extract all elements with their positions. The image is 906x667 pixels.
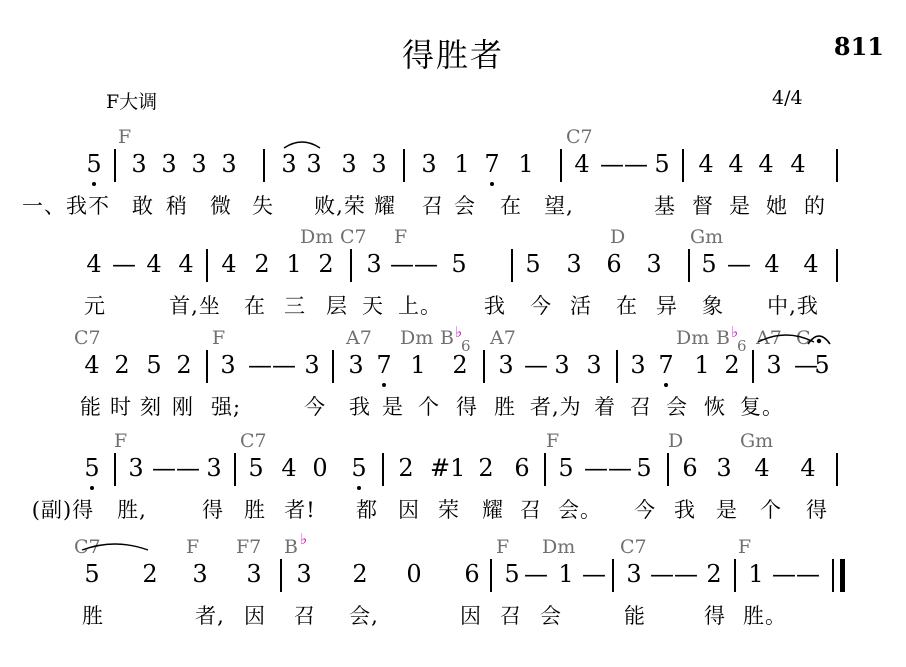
- barline: [544, 453, 546, 486]
- key-signature: F大调: [106, 91, 158, 113]
- note: —: [112, 250, 136, 278]
- chord-symbol: C7: [74, 327, 101, 349]
- lyric: 能: [80, 395, 102, 419]
- chord-row: [0, 126, 906, 148]
- lyric: 元: [84, 294, 106, 318]
- lyric: 者,: [195, 604, 225, 628]
- lyric: 会: [666, 395, 688, 419]
- note: ——: [584, 454, 632, 482]
- lyric: 的: [804, 194, 826, 218]
- note: #1: [430, 454, 466, 482]
- barline: [616, 350, 618, 383]
- note: 5: [654, 150, 670, 178]
- lyric: 都: [356, 498, 378, 522]
- lyric: 召: [630, 395, 652, 419]
- lyric: 不: [88, 194, 110, 218]
- barline: [836, 453, 838, 486]
- note: 1: [454, 150, 470, 178]
- chord-extension: 6: [737, 337, 747, 355]
- lyric: 因: [244, 604, 266, 628]
- note: 5: [86, 150, 102, 178]
- note: 2: [724, 351, 740, 379]
- chord-extension: 6: [461, 337, 471, 355]
- lyric: 能: [624, 604, 646, 628]
- lyric: 微: [210, 194, 232, 218]
- chord-symbol: F: [496, 536, 510, 558]
- lyric: 得: [704, 604, 726, 628]
- note: 2: [478, 454, 494, 482]
- note: 4: [281, 454, 297, 482]
- lyric: 她: [766, 194, 788, 218]
- chord-symbol: B: [284, 536, 298, 558]
- lyric: 督: [692, 194, 714, 218]
- note: 3: [304, 351, 320, 379]
- lyric: 胜: [494, 395, 516, 419]
- barline: [382, 453, 384, 486]
- lyric: 个: [418, 395, 440, 419]
- note: 4: [764, 250, 780, 278]
- note: 2: [142, 560, 158, 588]
- barline: [836, 149, 838, 182]
- lyric: 我: [349, 395, 371, 419]
- lyric: 胜。: [743, 604, 787, 628]
- note: 3: [348, 351, 364, 379]
- note: 5: [451, 250, 467, 278]
- note-row: [0, 453, 906, 495]
- note: 3: [630, 351, 646, 379]
- note: 5: [84, 454, 100, 482]
- note: 4: [86, 250, 102, 278]
- lyric: 召: [520, 498, 542, 522]
- lyric: 我: [484, 294, 506, 318]
- lyric: 首,坐: [169, 294, 221, 318]
- lyric: 在: [244, 294, 266, 318]
- chord-symbol: C7: [620, 536, 647, 558]
- lyric: 今: [530, 294, 552, 318]
- chord-symbol: F: [394, 226, 408, 248]
- lyric-row: [0, 494, 906, 524]
- chord-symbol: D: [610, 226, 626, 248]
- lyric: 上。: [398, 294, 442, 318]
- lyric: 天: [362, 294, 384, 318]
- lyric-row: [0, 290, 906, 320]
- lyric: 败,荣: [314, 194, 366, 218]
- note: 7: [376, 351, 392, 379]
- note: 5: [636, 454, 652, 482]
- note: 3: [626, 560, 642, 588]
- note: ——: [152, 454, 200, 482]
- note: 3: [554, 351, 570, 379]
- chord-symbol: D: [668, 430, 684, 452]
- lyric: 敢: [132, 194, 154, 218]
- note: 6: [514, 454, 530, 482]
- barline: [206, 249, 208, 282]
- octave-dot: [92, 182, 96, 186]
- note: 4: [178, 250, 194, 278]
- lyric: 会: [454, 194, 476, 218]
- flat-icon: ♭: [455, 323, 463, 341]
- barline: [206, 350, 208, 383]
- barline: [688, 249, 690, 282]
- note: 5: [701, 250, 717, 278]
- chord-symbol: F: [118, 126, 132, 148]
- chord-symbol: Dm: [676, 327, 710, 349]
- barline: [682, 149, 684, 182]
- note: 3: [221, 150, 237, 178]
- note: 3: [366, 250, 382, 278]
- chord-symbol: Dm: [542, 536, 576, 558]
- lyric: 是: [729, 194, 751, 218]
- lyric: 复。: [740, 395, 784, 419]
- lyric: 异: [656, 294, 678, 318]
- chord-symbol: F: [212, 327, 226, 349]
- chord-symbol: C: [796, 327, 811, 349]
- octave-dot: [664, 383, 668, 387]
- note: —: [524, 351, 548, 379]
- note: —: [582, 560, 606, 588]
- note-row: [0, 559, 906, 601]
- note: 4: [790, 150, 806, 178]
- flat-icon: ♭: [731, 323, 739, 341]
- note: 2: [452, 351, 468, 379]
- note: 4: [146, 250, 162, 278]
- lyric: 望,: [544, 194, 574, 218]
- note: 1: [558, 560, 574, 588]
- chord-symbol: Dm: [400, 327, 434, 349]
- lyric: 刻: [140, 395, 162, 419]
- barline: [280, 559, 282, 592]
- lyric: 胜: [244, 498, 266, 522]
- chord-row: [0, 226, 906, 248]
- chord-symbol: Dm: [300, 226, 334, 248]
- octave-dot: [90, 486, 94, 490]
- note: 4: [698, 150, 714, 178]
- lyric: 胜: [82, 604, 104, 628]
- note: 1: [694, 351, 710, 379]
- tie-arc: [282, 138, 322, 150]
- note: 3: [131, 150, 147, 178]
- lyric: 召: [500, 604, 522, 628]
- note: 3: [192, 560, 208, 588]
- barline: [114, 453, 116, 486]
- lyric-row: [0, 391, 906, 421]
- lyric: 恢: [704, 395, 726, 419]
- chord-symbol: A7: [346, 327, 372, 349]
- note: 7: [484, 150, 500, 178]
- note: 3: [586, 351, 602, 379]
- chord-symbol: B: [716, 327, 730, 349]
- barline: [403, 149, 405, 182]
- chord-symbol: C7: [74, 536, 101, 558]
- note: 7: [658, 351, 674, 379]
- barline: [560, 149, 562, 182]
- lyric: 荣: [438, 498, 460, 522]
- note-row: [0, 149, 906, 191]
- chord-row: [0, 430, 906, 452]
- lyric: 者!: [284, 498, 316, 522]
- note: 3: [306, 150, 322, 178]
- chord-symbol: Gm: [690, 226, 724, 248]
- lyric: 是: [382, 395, 404, 419]
- octave-dot: [490, 182, 494, 186]
- note: 2: [254, 250, 270, 278]
- note: 1: [518, 150, 534, 178]
- note: 3: [128, 454, 144, 482]
- note: 4: [754, 454, 770, 482]
- note: —: [727, 250, 751, 278]
- lyric: 是: [716, 498, 738, 522]
- barline: [832, 559, 834, 592]
- system-1: [0, 126, 906, 226]
- octave-dot: [357, 486, 361, 490]
- lyric: 强;: [210, 395, 242, 419]
- barline: [234, 453, 236, 486]
- note: 5: [84, 560, 100, 588]
- note: 4: [728, 150, 744, 178]
- note: 3: [191, 150, 207, 178]
- lyric: 会,: [349, 604, 379, 628]
- hymn-title: 得胜者: [401, 36, 504, 74]
- note: 4: [758, 150, 774, 178]
- barline: [612, 559, 614, 592]
- barline: [114, 149, 116, 182]
- note: 5: [525, 250, 541, 278]
- lyric: 今: [304, 395, 326, 419]
- chord-symbol: F: [546, 430, 560, 452]
- octave-dot: [382, 383, 386, 387]
- note: 1: [286, 250, 302, 278]
- note: 6: [464, 560, 480, 588]
- fermata-icon: [806, 330, 832, 346]
- lyric: 在: [500, 194, 522, 218]
- lyric-row: [0, 600, 906, 630]
- lyric: 中,我: [767, 294, 819, 318]
- barline: [734, 559, 736, 592]
- lyric: 者,为: [530, 395, 582, 419]
- note: ——: [600, 150, 648, 178]
- lyric: 得: [202, 498, 224, 522]
- lyric: 象: [702, 294, 724, 318]
- note: 3: [341, 150, 357, 178]
- note: 5: [814, 351, 830, 379]
- lyric: 得: [456, 395, 478, 419]
- note: 4: [221, 250, 237, 278]
- note: 6: [606, 250, 622, 278]
- system-4: [0, 430, 906, 530]
- barline: [263, 149, 265, 182]
- lyric: 基: [654, 194, 676, 218]
- note: 3: [371, 150, 387, 178]
- note: 5: [351, 454, 367, 482]
- final-barline: [840, 559, 845, 592]
- note: 4: [803, 250, 819, 278]
- lyric: 因: [398, 498, 420, 522]
- lyric: 耀: [482, 498, 504, 522]
- note: 5: [558, 454, 574, 482]
- barline: [752, 350, 754, 383]
- note: —: [524, 560, 548, 588]
- lyric: 在: [616, 294, 638, 318]
- note: 5: [248, 454, 264, 482]
- lyric: 我: [674, 498, 696, 522]
- note: 2: [318, 250, 334, 278]
- barline: [350, 249, 352, 282]
- chord-symbol: A7: [490, 327, 516, 349]
- chord-symbol: F: [738, 536, 752, 558]
- note: 2: [176, 351, 192, 379]
- lyric: 失: [252, 194, 274, 218]
- note: 3: [161, 150, 177, 178]
- lyric: 个: [760, 498, 782, 522]
- note: 3: [421, 150, 437, 178]
- chord-symbol: F: [186, 536, 200, 558]
- system-2: [0, 226, 906, 326]
- note: ——: [248, 351, 296, 379]
- flat-icon: ♭: [300, 530, 308, 548]
- lyric: 活: [570, 294, 592, 318]
- note: ——: [390, 250, 438, 278]
- note: 3: [566, 250, 582, 278]
- lyric: 三: [284, 294, 306, 318]
- lyric: 着: [594, 395, 616, 419]
- lyric: 时: [110, 395, 132, 419]
- note-row: [0, 350, 906, 392]
- tie-arc: [80, 540, 150, 552]
- note: 4: [84, 351, 100, 379]
- barline: [667, 453, 669, 486]
- barline: [332, 350, 334, 383]
- note: 3: [220, 351, 236, 379]
- note: 3: [206, 454, 222, 482]
- lyric: 一、我: [22, 194, 88, 218]
- note: —: [794, 351, 818, 379]
- lyric: 耀: [374, 194, 396, 218]
- lyric: (副)得: [31, 498, 95, 522]
- note: ——: [650, 560, 698, 588]
- note: 1: [410, 351, 426, 379]
- note: 3: [498, 351, 514, 379]
- note: 3: [246, 560, 262, 588]
- lyric: 召: [294, 604, 316, 628]
- note: 3: [716, 454, 732, 482]
- chord-symbol: A7: [756, 327, 782, 349]
- note: 0: [312, 454, 328, 482]
- note: 4: [574, 150, 590, 178]
- chord-symbol: Gm: [740, 430, 774, 452]
- note: 3: [281, 150, 297, 178]
- chord-symbol: C7: [340, 226, 367, 248]
- lyric: 会。: [558, 498, 602, 522]
- lyric: 因: [460, 604, 482, 628]
- note: 3: [766, 351, 782, 379]
- note: 2: [398, 454, 414, 482]
- chord-symbol: F: [114, 430, 128, 452]
- note: 3: [646, 250, 662, 278]
- barline: [836, 249, 838, 282]
- note: 1: [748, 560, 764, 588]
- lyric: 层: [326, 294, 348, 318]
- lyric: 今: [634, 498, 656, 522]
- note: 2: [352, 560, 368, 588]
- note: 0: [406, 560, 422, 588]
- note: 2: [706, 560, 722, 588]
- lyric: 刚: [172, 395, 194, 419]
- barline: [511, 249, 513, 282]
- note: 3: [296, 560, 312, 588]
- note-row: [0, 249, 906, 291]
- lyric: 会: [540, 604, 562, 628]
- chord-symbol: C7: [566, 126, 593, 148]
- time-signature: 4/4: [772, 87, 803, 109]
- note: 5: [146, 351, 162, 379]
- lyric: 胜,: [117, 498, 147, 522]
- chord-symbol: F7: [236, 536, 262, 558]
- note: 6: [682, 454, 698, 482]
- lyric: 召: [422, 194, 444, 218]
- note: ——: [772, 560, 820, 588]
- lyric: 得: [806, 498, 828, 522]
- chord-symbol: C7: [240, 430, 267, 452]
- note: 5: [504, 560, 520, 588]
- barline: [483, 350, 485, 383]
- barline: [490, 559, 492, 592]
- note: 4: [800, 454, 816, 482]
- lyric: 稍: [166, 194, 188, 218]
- note: 2: [114, 351, 130, 379]
- lyric-row: [0, 190, 906, 220]
- chord-symbol: B: [440, 327, 454, 349]
- hymn-number: 811: [833, 32, 884, 61]
